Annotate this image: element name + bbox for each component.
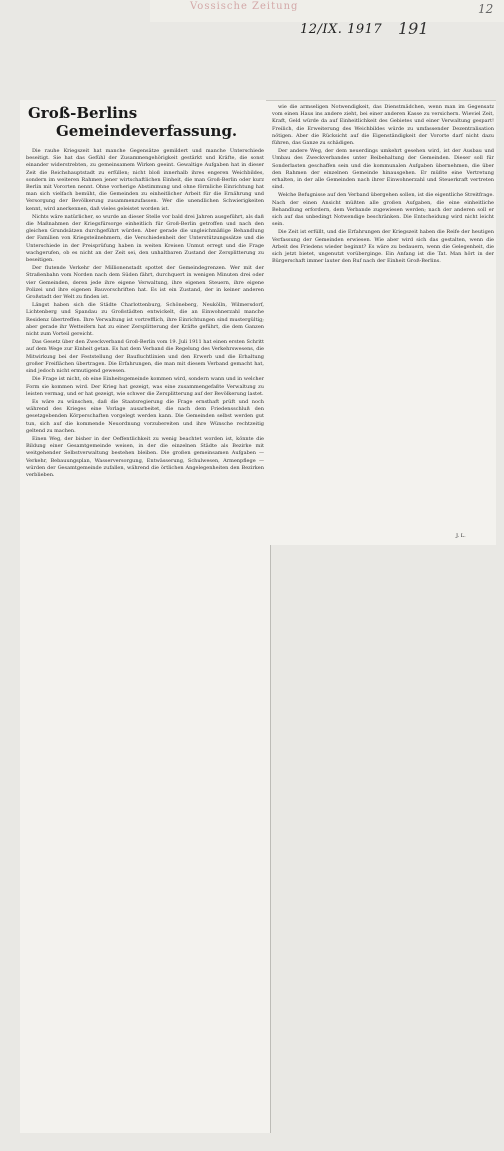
column-rule [266,100,496,101]
paragraph: wie die armseligen Notwendigkeit, das Dienstmädchen, wenn man im Gegensatz vom einen Haus ins andere zieht, bei einer anderen Kasse zu versichern. Wieviel Zeit, Kraft, Geld würde da auf Einheitlichkeit des Gebietes und einer Verwaltung gespart! Freilich, die Erweiterung des Weichbildes würde zu umfassender Dezentralisation nötigen. Aber die Rücksicht auf die Eigenständigkeit der Vororte darf nicht dazu führen, das Ganze zu schädigen. [272,104,494,147]
article-headline [28,104,238,140]
paragraph: Die Frage ist nicht, ob eine Einheitsgemeinde kommen wird, sondern wann und in welcher Form sie kommen wird. Der Krieg hat gezeigt, was eine zusammengefaßte Verwaltung zu leisten vermag, und er hat gezeigt, wie schwer die Zersplitterung auf der Bevölkerung lastet. [26,376,264,397]
paragraph: Die Zeit ist erfüllt, und die Erfahrungen der Kriegszeit haben die Reife der heutigen Verfassung der Gemeinden erwiesen. Wie aber wird sich das gestalten, wenn die Arbeit des Friedens wieder beginnt? Es wäre zu bedauern, wenn die Gelegenheit, die sich jetzt bietet, ungenutzt vorüberginge. Ein Anfang ist die Tat. Man hört in der Bürgerschaft immer lauter den Ruf nach der Einheit Groß-Berlins. [272,229,494,265]
author-signature: J. L. [456,533,466,539]
headline-line-1: Groß-Berlins [28,104,138,122]
paragraph: Längst haben sich die Städte Charlottenburg, Schöneberg, Neukölln, Wilmersdorf, Lichtenberg und Spandau zu Großstädten entwickelt, die an Einwohnerzahl manche Residenz übertreffen. Ihre Verwaltung ist vortrefflich, ihre Einrichtungen sind mustergültig; aber gerade ihr Wetteifern hat zu einer Zersplitterung der Kräfte geführt, die dem Ganzen nicht zum Vorteil gereicht. [26,302,264,338]
headline-line-2: Gemeindeverfassung. [56,122,238,140]
paragraph: Es wäre zu wünschen, daß die Staatsregierung die Frage ernsthaft prüft und noch während des Krieges eine Vorlage ausarbeitet, die nach dem Friedensschluß den gesetzgebenden Körperschaften vorgelegt werden kann. Die Gemeinden selbst werden gut tun, sich auf die kommende Neuordnung vorzubereiten und ihre Wünsche rechtzeitig geltend zu machen. [26,398,264,434]
paragraph: Welche Befugnisse auf den Verband übergehen sollen, ist die eigentliche Streitfrage. Nach der einen Ansicht müßten alle großen Aufgaben, die eine einheitliche Behandlung erfordern, dem Verbande zugewiesen werden; nach der anderen soll er sich auf das unbedingt Notwendige beschränken. Die Entscheidung wird nicht leicht sein. [272,192,494,228]
article-body-left [26,148,264,1133]
paragraph: Die rauhe Kriegszeit hat manche Gegensätze gemildert und manche Unterschiede beseitigt. Sie hat das Gefühl der Zusammengehörigkeit gestärkt und Kräfte, die sonst einander widerstrebten, zu gemeinsamem Wirken geeint. Gewaltige Aufgaben hat in dieser Zeit die Reichshauptstadt zu erfüllen; nicht bloß innerhalb ihres engeren Weichbildes, sondern im weiteren Rahmen jener wirtschaftlichen Einheit, die man Groß-Berlin oder kurz Berlin mit Vororten nennt. Ohne vorherige Abstimmung und ohne förmliche Einrichtung hat man sich vielfach bemüht, die Gemeinden zu einheitlicher Arbeit für die Ernährung und Versorgung der Bevölkerung zusammenzufassen. Wer die unendlichen Schwierigkeiten kennt, wird anerkennen, daß vieles geleistet worden ist. [26,148,264,212]
paragraph: Das Gesetz über den Zweckverband Groß-Berlin vom 19. Juli 1911 hat einen ersten Schritt auf dem Wege zur Einheit getan. Es hat dem Verband die Regelung des Verkehrswesens, die Mitwirkung bei der Feststellung der Baufluchtlinien und den Erwerb und die Erhaltung großer Freiflächen übertragen. Die Erfahrungen, die man mit diesem Verband gemacht hat, sind jedoch nicht ermutigend gewesen. [26,339,264,375]
article-body-right [272,104,494,542]
masthead-fragment: Vossische Zeitung [190,1,299,12]
paragraph: Der flutende Verkehr der Millionenstadt spottet der Gemeindegrenzen. Wer mit der Straßenbahn vom Norden nach dem Süden fährt, durchquert in wenigen Minuten drei oder vier Gemeinden, deren jede ihre eigene Verwaltung, ihre eigenen Steuern, ihre eigene Polizei und ihre eigenen Bauvorschriften hat. Es ist ein Zustand, der in keiner anderen Großstadt der Welt zu finden ist. [26,265,264,301]
handwritten-date: 12/IX. 1917 [300,22,383,37]
paragraph: Der andere Weg, der dem neuerdings umkehrt gesehen wird, ist der Ausbau und Umbau des Zweckverbandes unter Beibehaltung der Gemeinden. Dieser soll für Sonderlasten geschaffen sein und die kommunalen Aufgaben übernehmen, die über den Rahmen der einzelnen Gemeinde hinausgehen. Er müßte eine Vertretung erhalten, in der alle Gemeinden nach ihrer Einwohnerzahl und Steuerkraft vertreten sind. [272,148,494,191]
paragraph: Einen Weg, der bisher in der Oeffentlichkeit zu wenig beachtet worden ist, könnte die Bildung einer Gesamtgemeinde weisen, in der die einzelnen Städte als Bezirke mit weitgehender Selbstverwaltung bestehen bleiben. Die großen gemeinsamen Aufgaben — Verkehr, Bebauungsplan, Wasserversorgung, Entwässerung, Schulwesen, Armenpflege — würden der Gesamtgemeinde zufallen, während die örtlichen Angelegenheiten den Bezirken verblieben. [26,435,264,478]
handwritten-number: 191 [398,19,429,38]
corner-mark: 12 [478,2,494,16]
paragraph: Nichts wäre natürlicher, so wurde an dieser Stelle vor bald drei Jahren ausgeführt, als daß die Maßnahmen der Kriegsfürsorge einheitlich für Groß-Berlin getroffen und nach den gleichen Grundsätzen durchgeführt würden. Aber gerade die ungleichmäßige Behandlung der Familien von Kriegsteilnehmern, die Verschiedenheit der Unterstützungssätze und die Unterschiede in der Preisprüfung haben in weiten Kreisen Unmut erregt und die Frage wachgerufen, ob es nicht an der Zeit sei, den unhaltbaren Zustand der Zersplitterung zu beseitigen. [26,213,264,264]
